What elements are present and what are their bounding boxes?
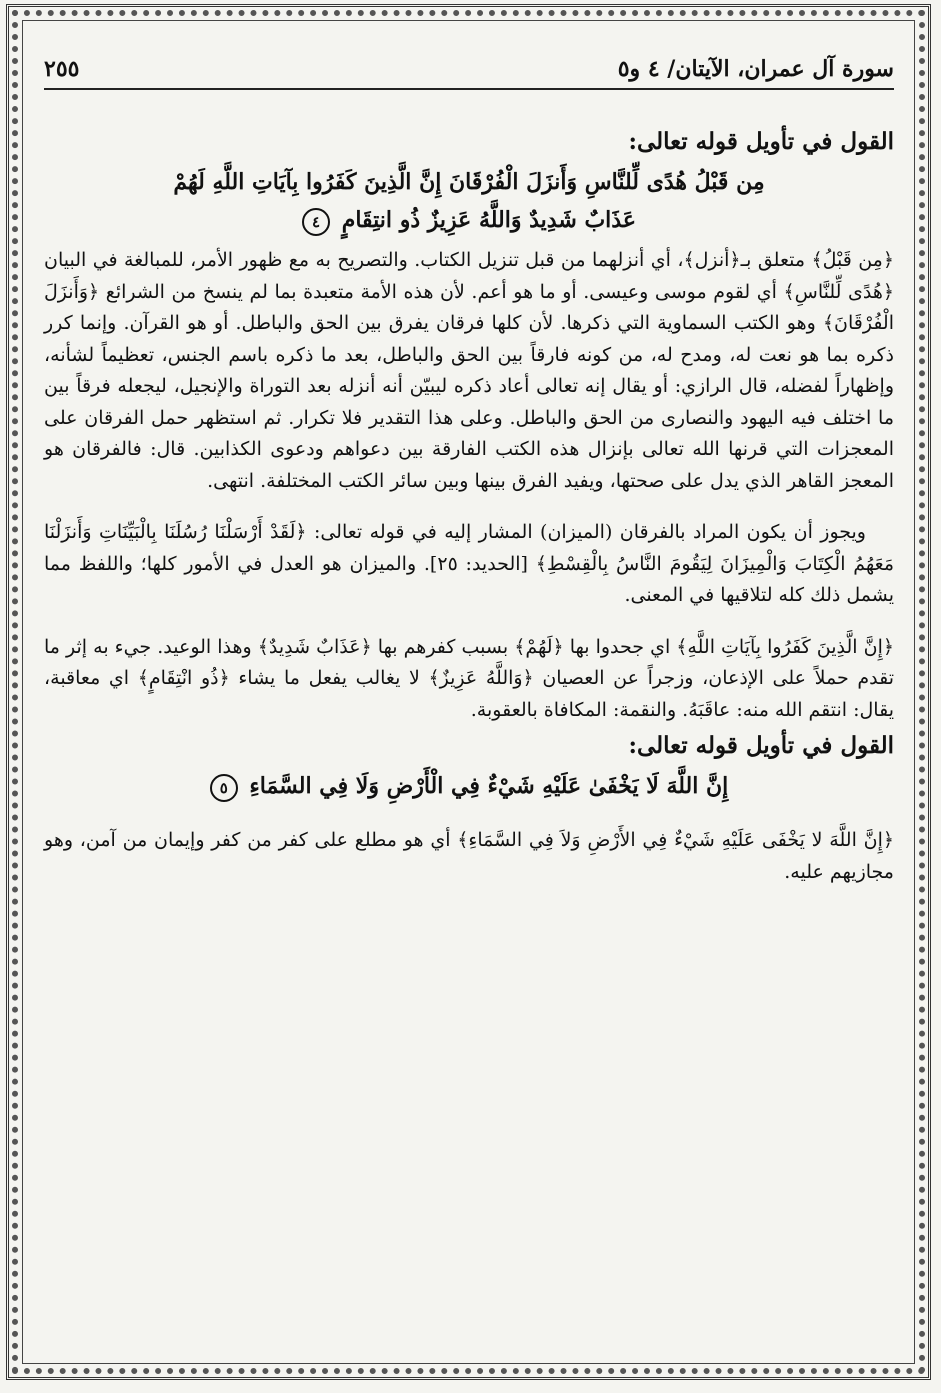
commentary-paragraph: ﴿مِن قَبْلُ﴾ متعلق بـ﴿أنزل﴾، أي أنزلهما من قبل تنزيل الكتاب. والتصريح به مع ظهور الأمر، للمبالغة في البيان ﴿هُدًى لِّلنَّاسِ﴾ أي لقوم موسى وعيسى. أو ما هو أعم. لأن هذه الأمة متعبدة بما لم ينسخ من الشرائع ﴿وَأَنزَلَ الْفُرْقَانَ﴾ وهو الكتب السماوية التي ذكرها. لأن كلها فرقان يفرق بين الحق والباطل. أو هو القرآن. وإنما كرر ذكره بما هو نعت له، ومدح له، من كونه فارقاً بين الحق والباطل، بعد ما ذكره باسم الجنس، تعظيماً لشأنه، وإظهاراً لفضله، قال الرازي: أو يقال إنه تعالى أعاد ذكره ليبيّن أنه أنزله بعد التوراة والإنجيل، ليجعله فرقاً بين ما اختلف فيه اليهود والنصارى من الحق والباطل. وعلى هذا التقدير فلا تكرار. ثم استظهر حمل الفرقان على المعجزات التي قرنها الله تعالى بإنزال هذه الكتب الفارقة بين دعواهم ودعوى الكذابين. قال: فالفرقان هو المعجز القاهر الذي يدل على صحتها، ويفيد الفرق بينها وبين سائر الكتب المختلفة. انتهى. [44, 249, 894, 492]
section-verse-4 [44, 128, 894, 726]
verse-line-2 [44, 201, 894, 239]
page-header [44, 56, 894, 90]
verse-line-1: مِن قَبْلُ هُدًى لِّلنَّاسِ وَأَنزَلَ الْفُرْقَانَ إِنَّ الَّذِينَ كَفَرُوا بِآيَاتِ اللَّهِ لَهُمْ [173, 169, 765, 195]
verse-line-1: إِنَّ اللَّهَ لَا يَخْفَىٰ عَلَيْهِ شَيْءٌ فِي الْأَرْضِ وَلَا فِي السَّمَاءِ [249, 773, 729, 799]
page-number: ٢٥٥ [44, 56, 80, 82]
verse-number-marker: ٥ [210, 774, 238, 802]
section-title: القول في تأويل قوله تعالى: [628, 128, 894, 155]
verse-line-2-text: عَذَابٌ شَدِيدٌ وَاللَّهُ عَزِيزٌ ذُو انتِقَامٍ [341, 207, 636, 233]
commentary-paragraph: ﴿إِنَّ اللَّهَ لا يَخْفَى عَلَيْهِ شَيْءٌ فِي الأَرْضِ وَلاَ فِي السَّمَاءِ﴾ أي هو مطلع على كفر من كفر وإيمان من آمن، وهو مجازيهم عليه. [44, 829, 894, 883]
quran-verse [44, 767, 894, 805]
section-verse-5 [44, 732, 894, 888]
section-title: القول في تأويل قوله تعالى: [628, 732, 894, 759]
quran-verse [44, 163, 894, 239]
running-title: سورة آل عمران، الآيتان/ ٤ و٥ [617, 56, 894, 82]
page-content [44, 56, 894, 894]
commentary-paragraph: ﴿إِنَّ الَّذِينَ كَفَرُوا بِآيَاتِ اللَّهِ﴾ اي جحدوا بها ﴿لَهُمْ﴾ بسبب كفرهم بها ﴿عَذَابٌ شَدِيدٌ﴾ وهذا الوعيد. جيء به إثر ما تقدم حملاً على الإذعان، وزجراً عن العصيان ﴿وَاللَّهُ عَزِيزٌ﴾ لا يغالب يفعل ما يشاء ﴿ذُو انْتِقَامٍ﴾ اي معاقبة، يقال: انتقم الله منه: عاقَبَهُ. والنقمة: المكافاة بالعقوبة. [44, 635, 894, 721]
commentary-paragraph: ويجوز أن يكون المراد بالفرقان (الميزان) المشار إليه في قوله تعالى: ﴿لَقَدْ أَرْسَلْنَا رُسُلَنَا بِالْبَيِّنَاتِ وَأَنزَلْنَا مَعَهُمُ الْكِتَابَ وَالْمِيزَانَ لِيَقُومَ النَّاسُ بِالْقِسْطِ﴾ [الحديد: ٢٥]. والميزان هو العدل في الأمور كلها؛ واللفظ مما يشمل ذلك كله لتلاقيها في المعنى. [44, 521, 894, 606]
verse-number-marker: ٤ [302, 208, 330, 236]
